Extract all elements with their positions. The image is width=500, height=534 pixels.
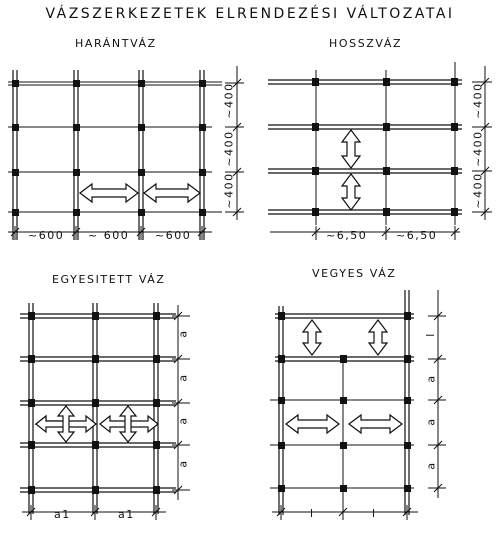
harantvaz-frame bbox=[8, 66, 244, 240]
harantvaz-x-label-1: ~600 bbox=[28, 229, 65, 242]
page-title: VÁZSZERKEZETEK ELRENDEZÉSI VÁLTOZATAI bbox=[45, 6, 455, 22]
vegyes-frame bbox=[270, 290, 446, 520]
egyesitett-columns bbox=[29, 303, 158, 514]
vegyes-x-label-1: l bbox=[310, 507, 315, 520]
panel-title-harantvaz: HARÁNTVÁZ bbox=[75, 37, 157, 50]
harantvaz-columns bbox=[13, 70, 204, 240]
hosszvaz-frame bbox=[268, 62, 492, 240]
panel-title-hosszvaz: HOSSZVÁZ bbox=[329, 37, 403, 50]
egyesitett-frame bbox=[20, 303, 190, 520]
egyesitett-nodes bbox=[28, 312, 160, 494]
vegyes-nodes bbox=[278, 312, 411, 492]
vegyes-dim-x bbox=[272, 505, 418, 520]
harantvaz-x-label-3: ~600 bbox=[155, 229, 192, 242]
hosszvaz-nodes bbox=[312, 78, 458, 216]
egyesitett-dim-x bbox=[22, 505, 166, 520]
hosszvaz-span-arrows bbox=[342, 130, 360, 210]
harantvaz-x-label-2: ~ 600 bbox=[88, 229, 130, 242]
vegyes-span-arrows bbox=[286, 320, 402, 433]
diagram-page: VÁZSZERKEZETEK ELRENDEZÉSI VÁLTOZATAI HARÁNTVÁZ HOSSZVÁZ EGYESITETT VÁZ VEGYES VÁZ ~600 ~ 600 ~600 ~400 ~400 ~400 ~6,50 ~6,50 ~400 ~400 ~400 a1 a1 a a a a l l l a a a bbox=[0, 0, 500, 534]
panel-title-vegyes: VEGYES VÁZ bbox=[312, 267, 397, 280]
harantvaz-span-arrows bbox=[80, 184, 200, 202]
hosszvaz-x-label-2: ~6,50 bbox=[396, 229, 438, 242]
egyesitett-x-label-1: a1 bbox=[54, 508, 71, 521]
hosszvaz-x-label-1: ~6,50 bbox=[326, 229, 368, 242]
hosszvaz-floors bbox=[268, 80, 462, 214]
panel-title-egyesitett: EGYESITETT VÁZ bbox=[52, 273, 166, 286]
egyesitett-x-label-2: a1 bbox=[118, 508, 135, 521]
hosszvaz-columns bbox=[316, 62, 455, 225]
vegyes-x-label-2: l bbox=[372, 507, 377, 520]
